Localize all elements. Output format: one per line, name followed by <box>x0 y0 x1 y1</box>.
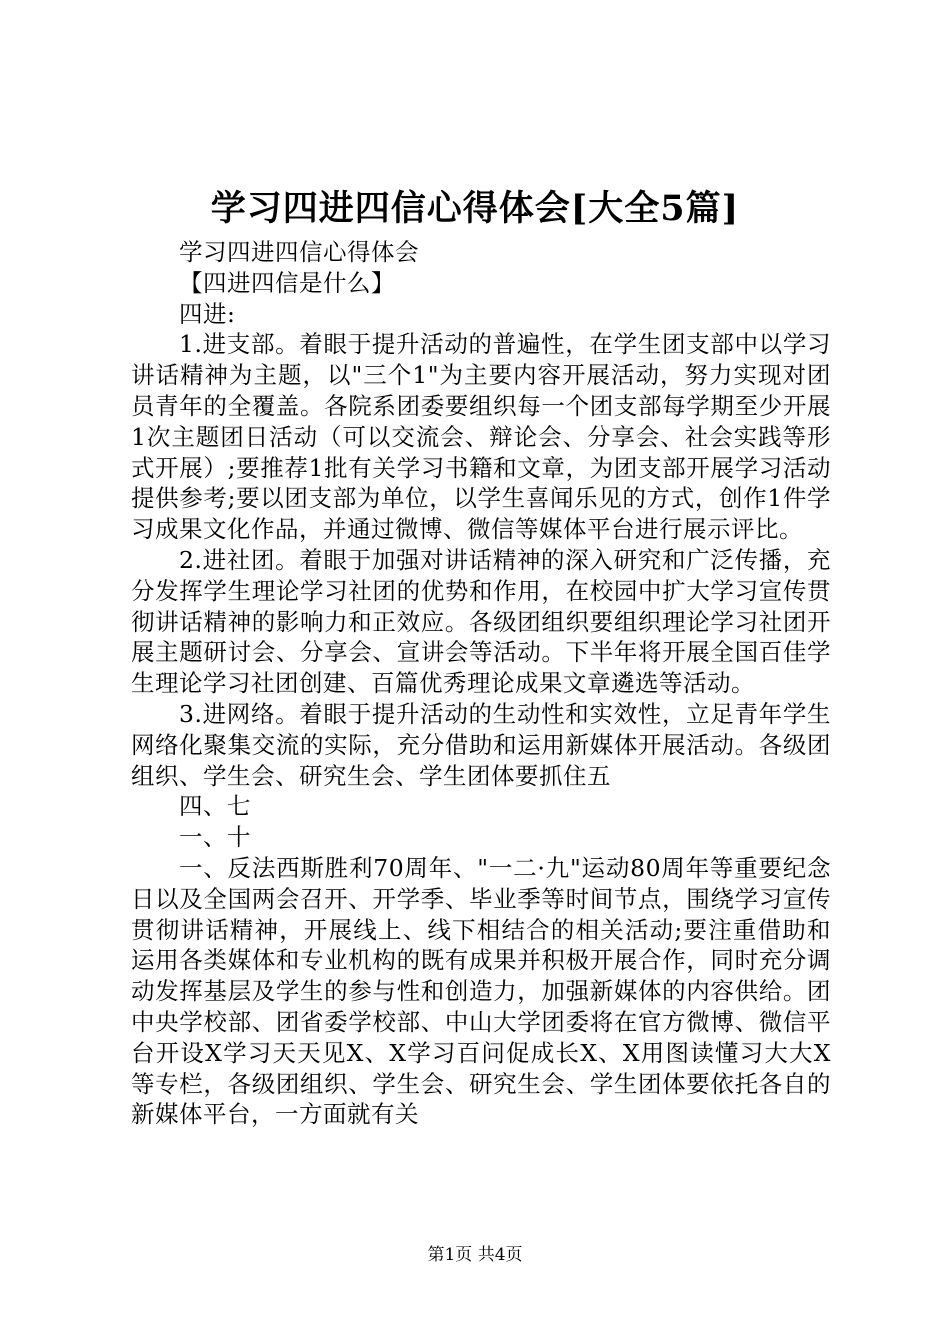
paragraph: 一、反法西斯胜利70周年、"一二·九"运动80周年等重要纪念日以及全国两会召开、开学季、毕业季等时间节点，围绕学习宣传贯彻讲话精神，开展线上、线下相结合的相关活动;要注重借助和运用各类媒体和专业机构的既有成果并积极开展合作，同时充分调动发挥基层及学生的参与性和创造力，加强新媒体的内容供给。团中央学校部、团省委学校部、中山大学团委将在官方微博、微信平台开设X学习天天见X、X学习百问促成长X、X用图读懂习大大X等专栏，各级团组织、学生会、研究生会、学生团体要依托各自的新媒体平台，一方面就有关 <box>131 853 831 1129</box>
paragraph: 一、十 <box>179 823 251 852</box>
paragraph: 四、七 <box>179 792 251 821</box>
paragraph: 3.进网络。着眼于提升活动的生动性和实效性，立足青年学生网络化聚集交流的实际，充分借助和运用新媒体开展活动。各级团组织、学生会、研究生会、学生团体要抓住五 <box>131 699 831 790</box>
paragraph: 2.进社团。着眼于加强对讲话精神的深入研究和广泛传播，充分发挥学生理论学习社团的优势和作用，在校园中扩大学习宣传贯彻讲话精神的影响力和正效应。各级团组织要组织理论学习社团开展主题研讨会、分享会、宣讲会等活动。下半年将开展全国百佳学生理论学习社团创建、百篇优秀理论成果文章遴选等活动。 <box>131 545 831 698</box>
document-body <box>131 237 831 1130</box>
paragraph: 1.进支部。着眼于提升活动的普遍性，在学生团支部中以学习讲话精神为主题，以"三个1"为主要内容开展活动，努力实现对团员青年的全覆盖。各院系团委要组织每一个团支部每学期至少开展1次主题团日活动（可以交流会、辩论会、分享会、社会实践等形式开展）;要推荐1批有关学习书籍和文章，为团支部开展学习活动提供参考;要以团支部为单位，以学生喜闻乐见的方式，创作1件学习成果文化作品，并通过微博、微信等媒体平台进行展示评比。 <box>131 330 831 544</box>
document-title: 学习四进四信心得体会[大全5篇] <box>210 188 740 229</box>
paragraph: 【四进四信是什么】 <box>179 268 395 297</box>
paragraph: 四进: <box>179 299 236 328</box>
page-footer: 第1页 共4页 <box>427 1245 523 1265</box>
paragraph: 学习四进四信心得体会 <box>179 238 419 266</box>
